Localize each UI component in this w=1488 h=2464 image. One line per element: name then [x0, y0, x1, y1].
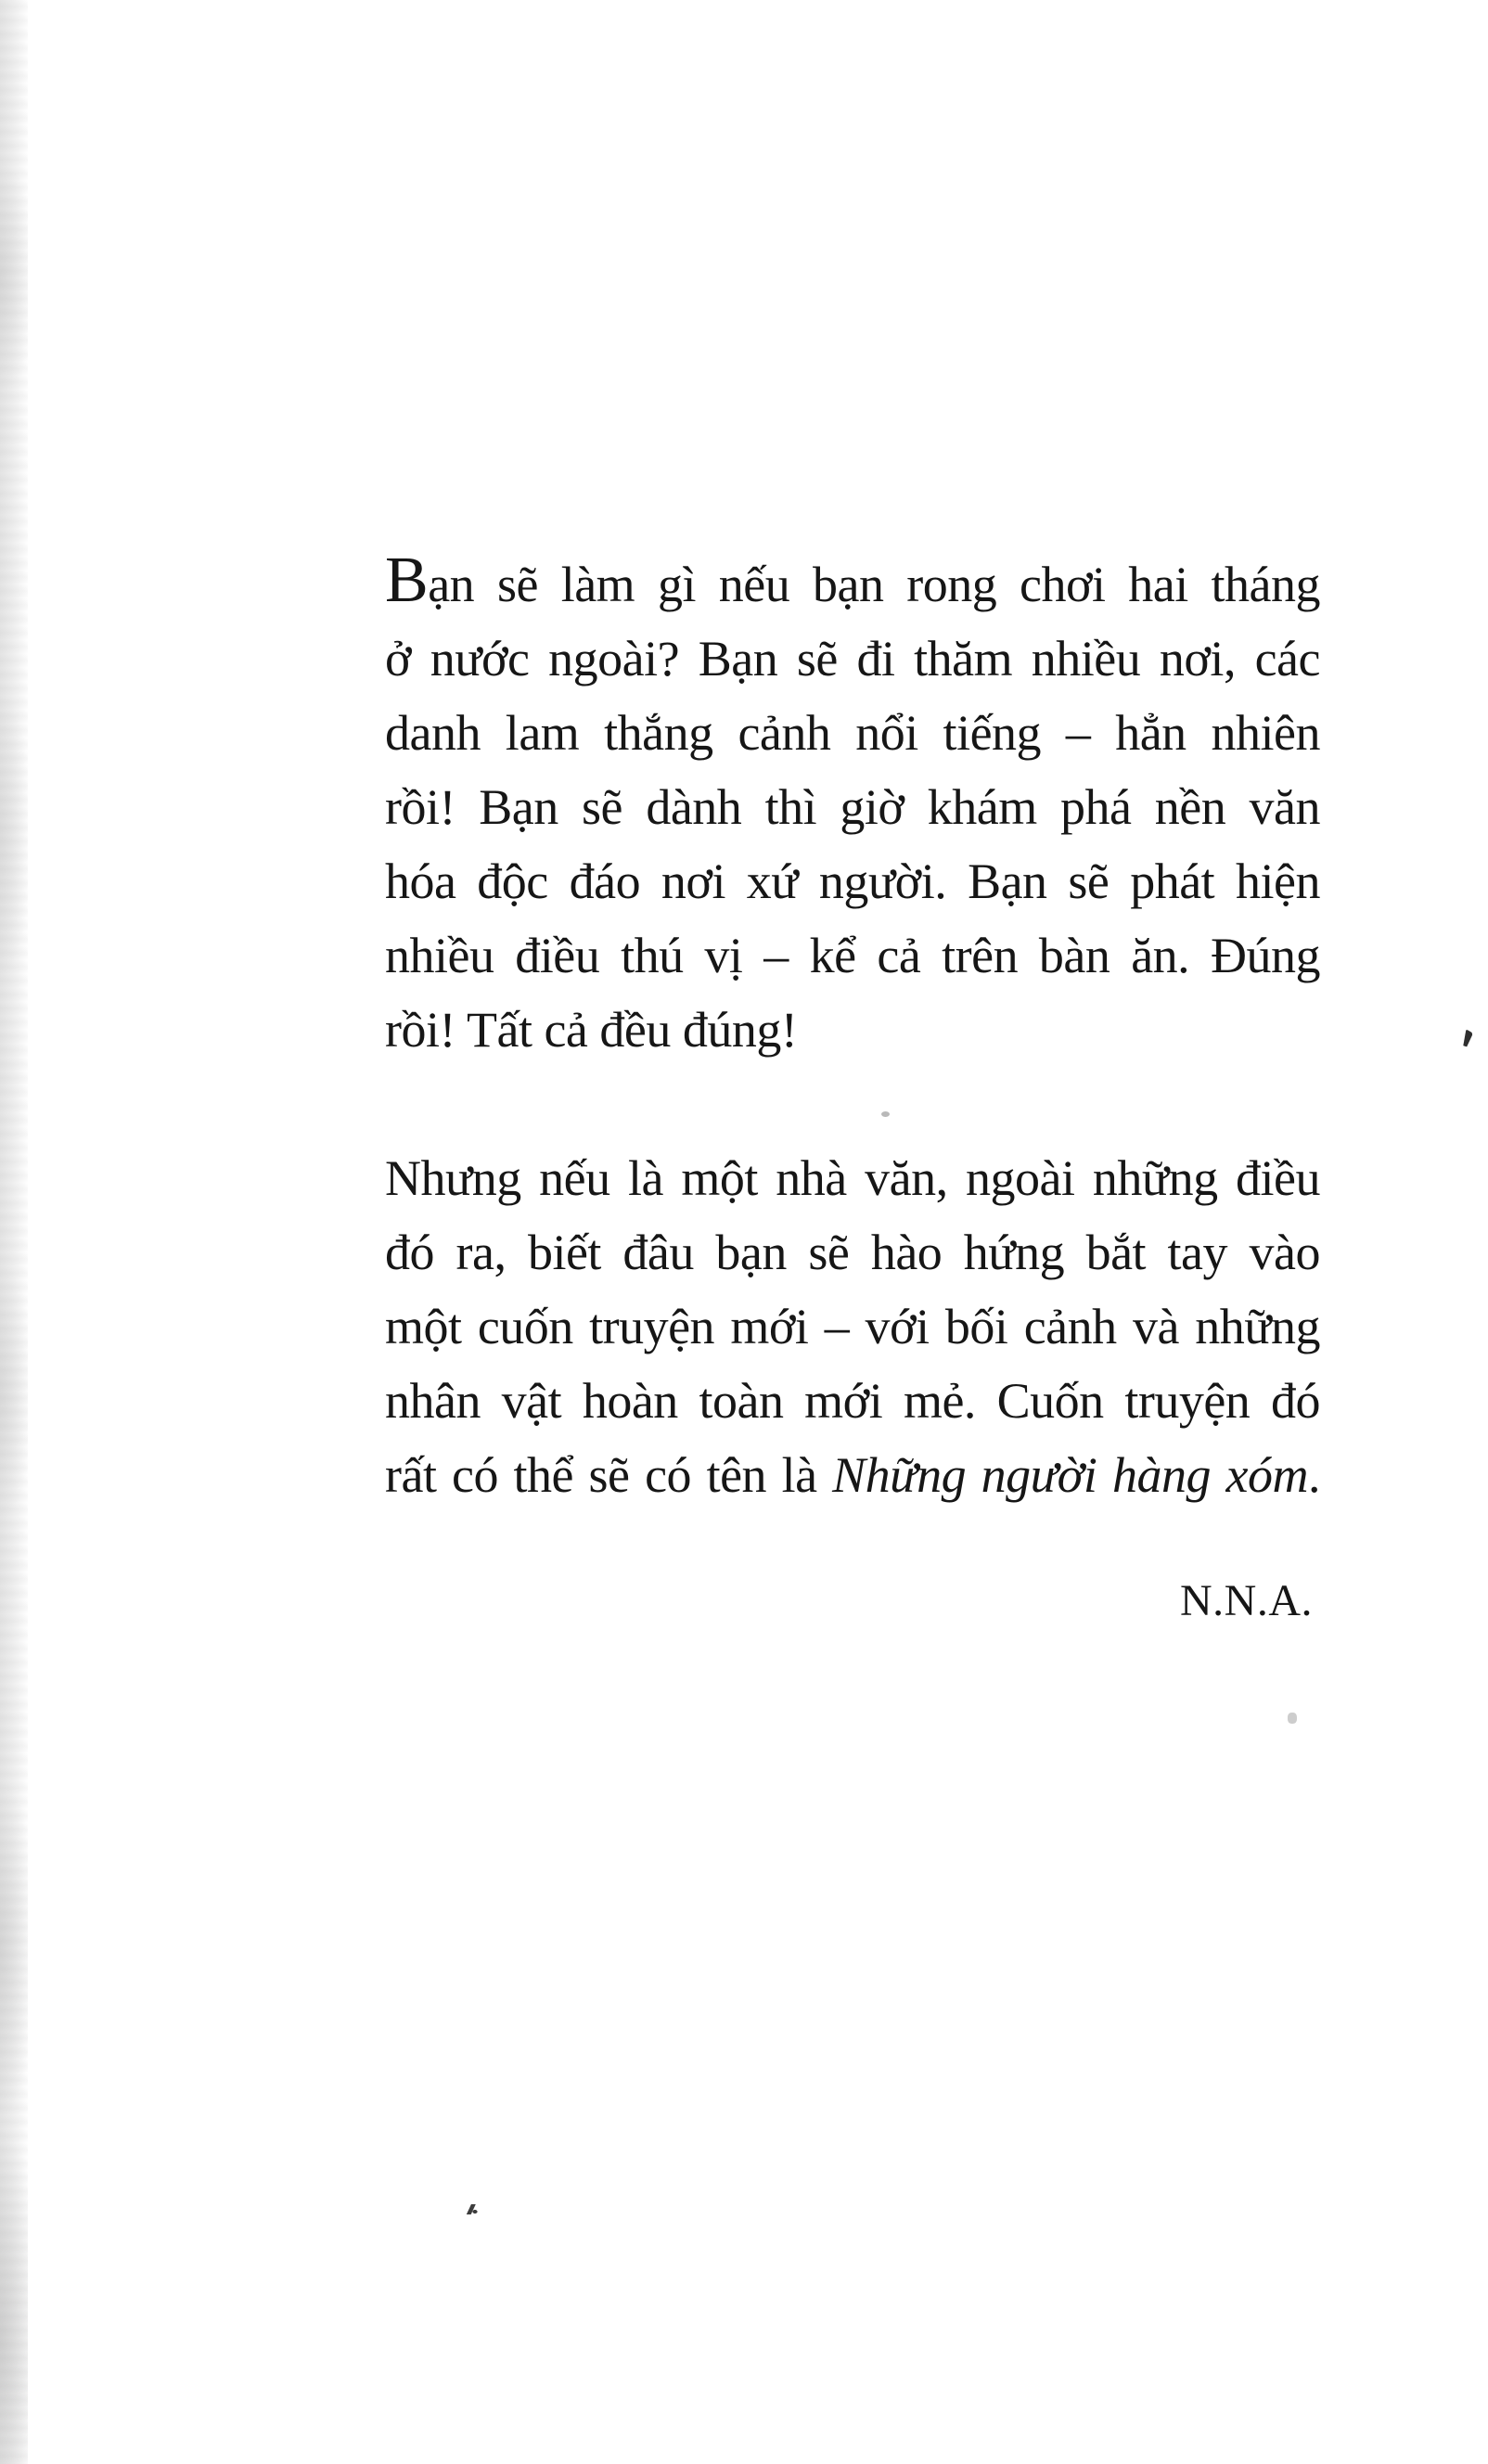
drop-cap-initial: B — [385, 547, 429, 616]
scan-speck — [466, 2204, 479, 2214]
sentence-period: . — [1308, 1447, 1320, 1503]
scan-speck — [1459, 1029, 1473, 1047]
text-line: đó ra, biết đâu bạn sẽ hào hứng bắt tay vào — [385, 1225, 1320, 1280]
text-line: Nhưng nếu là một nhà văn, ngoài những điều — [385, 1150, 1320, 1206]
book-title-italic: Những người hàng xóm — [832, 1447, 1308, 1503]
page-gutter-edge — [0, 0, 28, 2464]
authors-note-text — [385, 547, 1320, 1638]
text-line: nhân vật hoàn toàn mới mẻ. Cuốn truyện đó — [385, 1373, 1320, 1429]
scan-speck — [881, 1111, 890, 1117]
text-line: danh lam thắng cảnh nổi tiếng – hẳn nhiên — [385, 705, 1320, 761]
text-line: rồi! Bạn sẽ dành thì giờ khám phá nền văn — [385, 779, 1320, 835]
author-initials: N.N.A. — [1180, 1576, 1313, 1625]
text-line — [385, 547, 1320, 622]
text-line — [385, 1438, 1320, 1512]
text-line: rồi! Tất cả đều đúng! — [385, 1002, 798, 1058]
scan-speck — [1288, 1713, 1297, 1724]
paragraph-2 — [385, 1141, 1320, 1512]
text-line: hóa độc đáo nơi xứ người. Bạn sẽ phát hiện — [385, 853, 1320, 909]
text-line: một cuốn truyện mới – với bối cảnh và những — [385, 1299, 1320, 1354]
line-text: rất có thể sẽ có tên là — [385, 1447, 817, 1503]
paragraph-1 — [385, 547, 1320, 1067]
text-line: nhiều điều thú vị – kể cả trên bàn ăn. Đúng — [385, 928, 1320, 983]
text-line: ở nước ngoài? Bạn sẽ đi thăm nhiều nơi, các — [385, 631, 1320, 687]
line-text: ạn sẽ làm gì nếu bạn rong chơi hai tháng — [428, 557, 1320, 612]
